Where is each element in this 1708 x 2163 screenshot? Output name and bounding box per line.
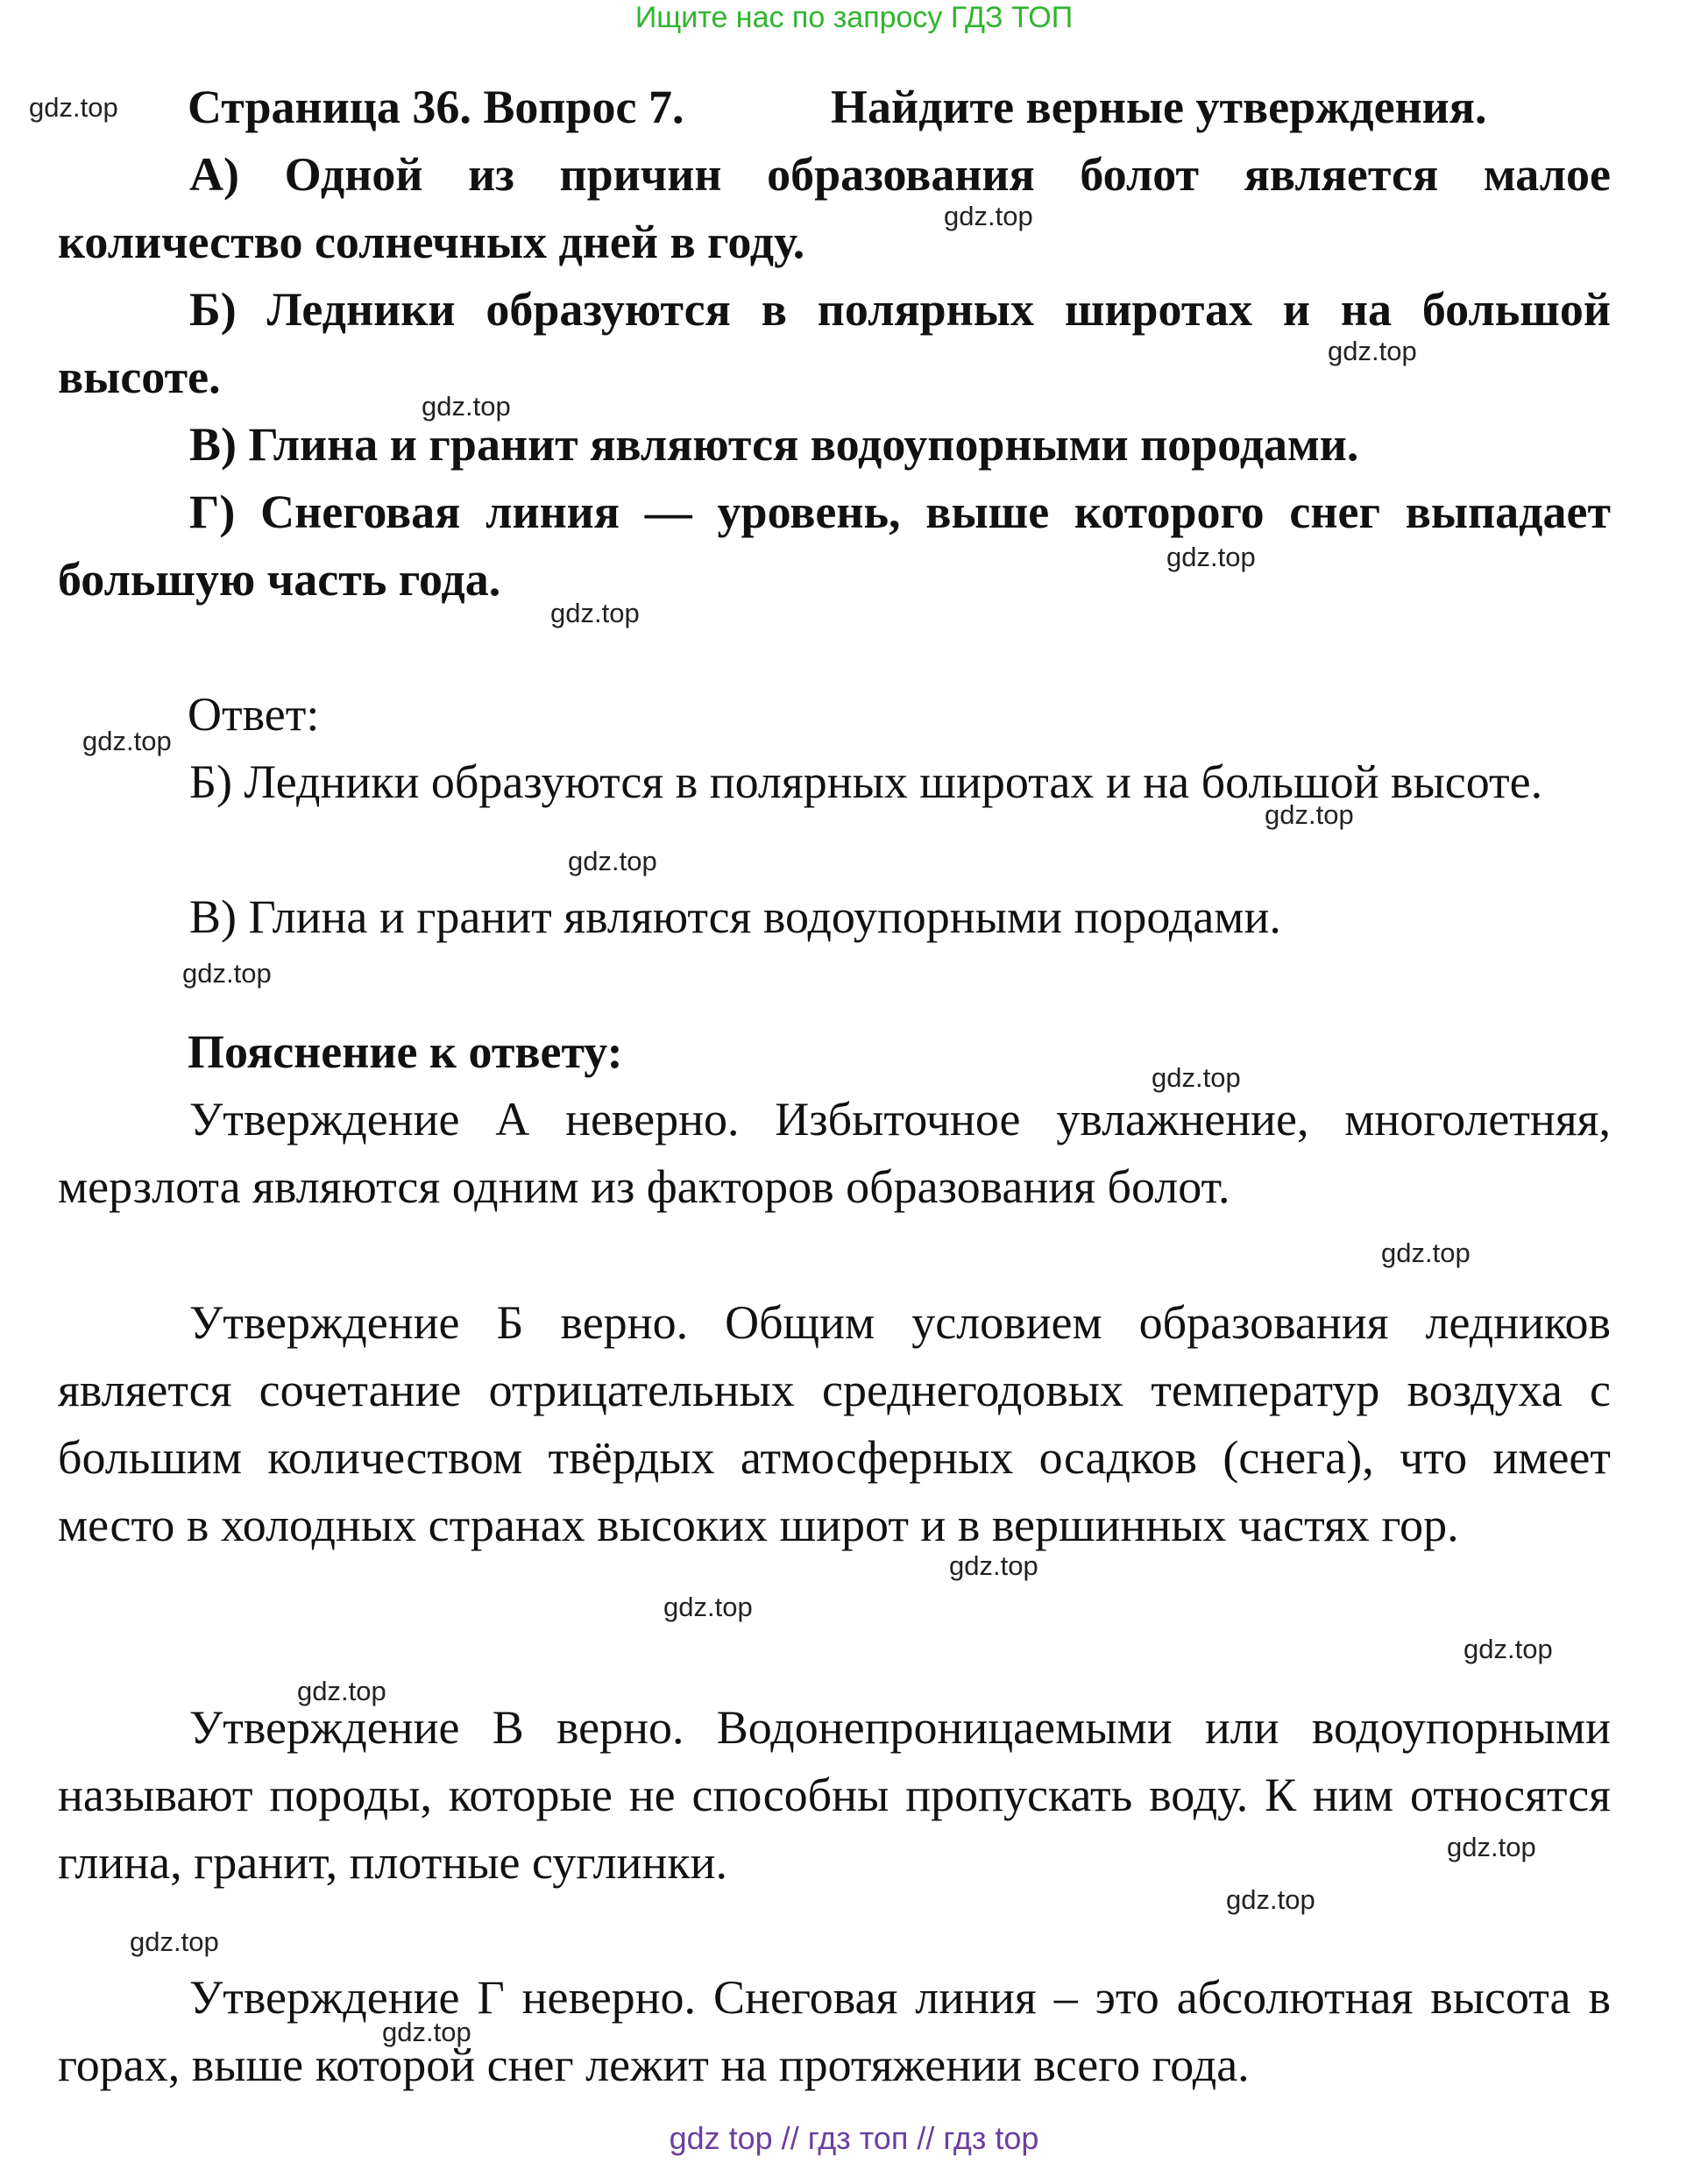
statement-a: А) Одной из причин образования болот является малое количество солнечных дней в году. <box>58 148 1611 268</box>
explanation-b: Утверждение Б верно. Общим условием образования ледников является сочетание отрицательных среднегодовых температур воздуха с большим количеством твёрдых атмосферных осадков (снега), что имеет место в холодных странах высоких широт и в вершинных частях гор. <box>58 1296 1611 1551</box>
watermark: gdz.top <box>949 1550 1038 1581</box>
watermark: gdz.top <box>422 391 511 422</box>
watermark: gdz.top <box>182 958 272 989</box>
watermark: gdz.top <box>1447 1832 1536 1862</box>
task-title: Найдите верные утверждения. <box>831 81 1487 133</box>
statement-b: Б) Ледники образуются в полярных широтах и на большой высоте. <box>58 283 1611 403</box>
statement-v: В) Глина и гранит являются водоупорными породами. <box>189 418 1359 471</box>
watermark: gdz.top <box>297 1676 386 1706</box>
watermark: gdz.top <box>1226 1884 1315 1915</box>
watermark: gdz.top <box>568 846 657 876</box>
explanation-heading: Пояснение к ответу: <box>188 1025 623 1078</box>
watermark: gdz.top <box>550 598 640 628</box>
footer-links[interactable]: gdz top // гдз топ // гдз top <box>669 2120 1039 2156</box>
explanation-g: Утверждение Г неверно. Снеговая линия – это абсолютная высота в горах, выше которой снег лежит на протяжении всего года. <box>58 1971 1611 2091</box>
watermark: gdz.top <box>1328 336 1417 366</box>
answer-v: В) Глина и гранит являются водоупорными породами. <box>189 890 1281 943</box>
watermark: gdz.top <box>1381 1238 1471 1268</box>
watermark: gdz.top <box>1166 542 1256 572</box>
watermark: gdz.top <box>663 1592 753 1622</box>
explanation-v: Утверждение В верно. Водонепроницаемыми или водоупорными называют породы, которые не способны пропускать воду. К ним относятся глина, гранит, плотные суглинки. <box>58 1701 1611 1889</box>
watermark: gdz.top <box>130 1926 219 1957</box>
answer-b: Б) Ледники образуются в полярных широтах и на большой высоте. <box>189 755 1543 808</box>
statement-g: Г) Снеговая линия — уровень, выше которого снег выпадает большую часть года. <box>58 486 1611 606</box>
page-question-title: Страница 36. Вопрос 7. <box>188 81 684 133</box>
top-banner[interactable]: Ищите нас по запросу ГДЗ ТОП <box>634 1 1074 34</box>
watermark: gdz.top <box>82 726 172 756</box>
watermark: gdz.top <box>1152 1062 1241 1093</box>
watermark: gdz.top <box>1463 1634 1553 1664</box>
watermark: gdz.top <box>944 201 1033 231</box>
answer-label: Ответ: <box>188 688 320 741</box>
explanation-a: Утверждение А неверно. Избыточное увлажнение, многолетняя, мерзлота являются одним из факторов образования болот. <box>58 1093 1611 1213</box>
watermark: gdz.top <box>29 92 118 123</box>
watermark: gdz.top <box>382 2017 471 2047</box>
watermark: gdz.top <box>1265 799 1354 830</box>
